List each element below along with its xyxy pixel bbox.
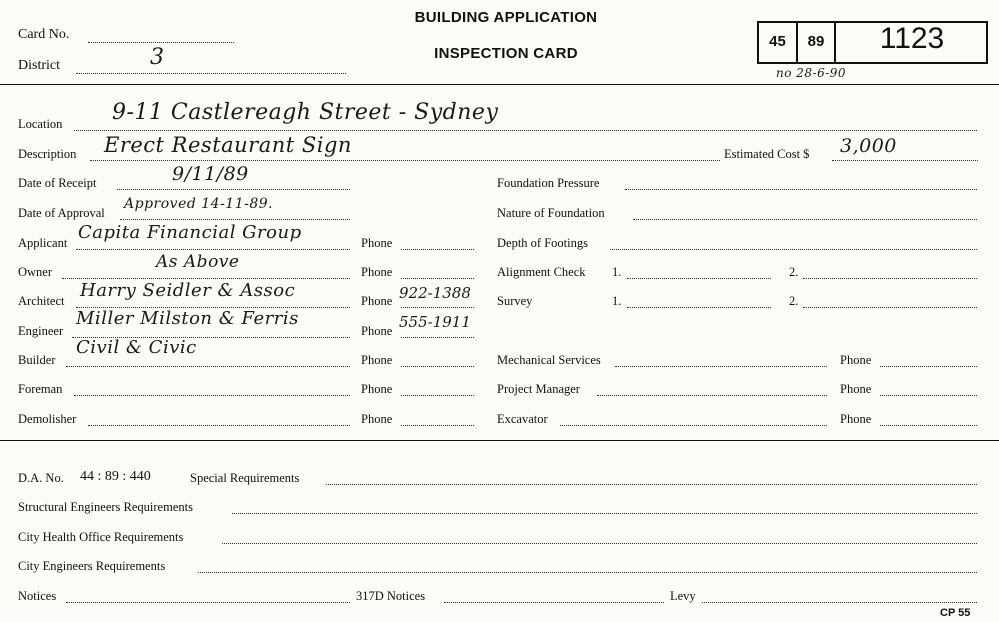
architect-label: Architect	[18, 294, 65, 308]
box-b-value: 89	[807, 33, 825, 50]
notices-line	[66, 602, 350, 603]
survey-num2: 2.	[789, 294, 799, 308]
excavator-phone-line	[880, 425, 977, 426]
structural-requirements-line	[232, 513, 977, 514]
builder-value: Civil & Civic	[76, 337, 197, 358]
applicant-value: Capita Financial Group	[78, 222, 302, 243]
project-manager-line	[597, 395, 827, 396]
project-manager-label: Project Manager	[497, 382, 580, 396]
structural-requirements-label: Structural Engineers Requirements	[18, 500, 193, 514]
date-of-approval-value: Approved 14-11-89.	[124, 196, 274, 212]
survey-line-2	[803, 307, 977, 308]
notices-label: Notices	[18, 589, 57, 603]
city-engineers-line	[198, 572, 977, 573]
alignment-check-num1: 1.	[612, 265, 622, 279]
city-engineers-label: City Engineers Requirements	[18, 559, 166, 573]
engineer-label: Engineer	[18, 324, 64, 338]
nature-of-foundation-label: Nature of Foundation	[497, 206, 605, 220]
architect-phone-label: Phone	[361, 294, 393, 308]
builder-label: Builder	[18, 353, 56, 367]
middle-rule	[0, 440, 999, 441]
card-no-line	[88, 42, 234, 43]
builder-line	[66, 366, 350, 367]
date-of-receipt-line	[117, 189, 350, 190]
excavator-phone-label: Phone	[840, 412, 872, 426]
district-label: District	[18, 58, 60, 73]
foreman-phone-label: Phone	[361, 382, 393, 396]
mechanical-phone-label: Phone	[840, 353, 872, 367]
demolisher-phone-line	[401, 425, 474, 426]
architect-phone-value: 922-1388	[399, 284, 471, 302]
mechanical-services-label: Mechanical Services	[497, 353, 601, 367]
estimated-cost-label: Estimated Cost $	[724, 147, 810, 161]
da-no-value: 44 : 89 : 440	[80, 469, 151, 484]
owner-label: Owner	[18, 265, 53, 279]
description-label: Description	[18, 147, 77, 161]
location-label: Location	[18, 117, 63, 131]
applicant-label: Applicant	[18, 236, 68, 250]
owner-value: As Above	[156, 252, 240, 272]
date-of-approval-label: Date of Approval	[18, 206, 105, 220]
excavator-line	[560, 425, 827, 426]
card-no-label: Card No.	[18, 27, 70, 42]
nature-of-foundation-line	[633, 219, 977, 220]
estimated-cost-line	[832, 160, 978, 161]
project-manager-phone-label: Phone	[840, 382, 872, 396]
foreman-phone-line	[401, 395, 474, 396]
mechanical-phone-line	[880, 366, 977, 367]
notices-317d-line	[444, 602, 664, 603]
engineer-phone-label: Phone	[361, 324, 393, 338]
district-line	[76, 73, 346, 74]
demolisher-phone-label: Phone	[361, 412, 393, 426]
foreman-line	[74, 395, 350, 396]
alignment-check-label: Alignment Check	[497, 265, 586, 279]
form-code: CP 55	[940, 607, 971, 619]
engineer-phone-line	[401, 337, 474, 338]
survey-label: Survey	[497, 294, 533, 308]
owner-line	[62, 278, 350, 279]
architect-phone-line	[401, 307, 474, 308]
builder-phone-line	[401, 366, 474, 367]
health-requirements-line	[222, 543, 977, 544]
builder-phone-label: Phone	[361, 353, 393, 367]
survey-num1: 1.	[612, 294, 622, 308]
applicant-line	[76, 249, 350, 250]
architect-value: Harry Seidler & Assoc	[80, 280, 296, 301]
applicant-phone-line	[401, 249, 474, 250]
notices-317d-label: 317D Notices	[356, 589, 426, 603]
description-value: Erect Restaurant Sign	[104, 133, 352, 157]
depth-of-footings-line	[610, 249, 977, 250]
date-of-receipt-value: 9/11/89	[172, 163, 249, 185]
mechanical-services-line	[615, 366, 827, 367]
alignment-check-line-2	[803, 278, 977, 279]
survey-line-1	[627, 307, 771, 308]
special-requirements-line	[326, 484, 977, 485]
box-number-value: 1123	[879, 22, 945, 55]
date-of-approval-line	[120, 219, 350, 220]
estimated-cost-value: 3,000	[840, 135, 897, 157]
title-line-1: BUILDING APPLICATION	[414, 9, 598, 26]
depth-of-footings-label: Depth of Footings	[497, 236, 588, 250]
demolisher-line	[88, 425, 350, 426]
excavator-label: Excavator	[497, 412, 548, 426]
location-line	[74, 130, 977, 131]
levy-label: Levy	[670, 589, 696, 603]
applicant-phone-label: Phone	[361, 236, 393, 250]
foundation-pressure-line	[625, 189, 977, 190]
health-requirements-label: City Health Office Requirements	[18, 530, 184, 544]
alignment-check-line-1	[627, 278, 771, 279]
engineer-phone-value: 555-1911	[399, 313, 471, 331]
title-line-2: INSPECTION CARD	[434, 45, 578, 62]
owner-phone-label: Phone	[361, 265, 393, 279]
district-value: 3	[150, 45, 165, 70]
special-requirements-label: Special Requirements	[190, 471, 300, 485]
description-line	[90, 160, 720, 161]
demolisher-label: Demolisher	[18, 412, 77, 426]
location-value: 9-11 Castlereagh Street - Sydney	[112, 100, 499, 125]
note-below-box: no 28-6-90	[776, 66, 847, 80]
owner-phone-line	[401, 278, 474, 279]
date-of-receipt-label: Date of Receipt	[18, 176, 97, 190]
header-rule	[0, 84, 999, 85]
project-manager-phone-line	[880, 395, 977, 396]
levy-line	[702, 602, 977, 603]
da-no-label: D.A. No.	[18, 471, 64, 485]
foreman-label: Foreman	[18, 382, 63, 396]
alignment-check-num2: 2.	[789, 265, 799, 279]
engineer-value: Miller Milston & Ferris	[76, 308, 299, 329]
box-a-value: 45	[769, 33, 786, 50]
foundation-pressure-label: Foundation Pressure	[497, 176, 600, 190]
